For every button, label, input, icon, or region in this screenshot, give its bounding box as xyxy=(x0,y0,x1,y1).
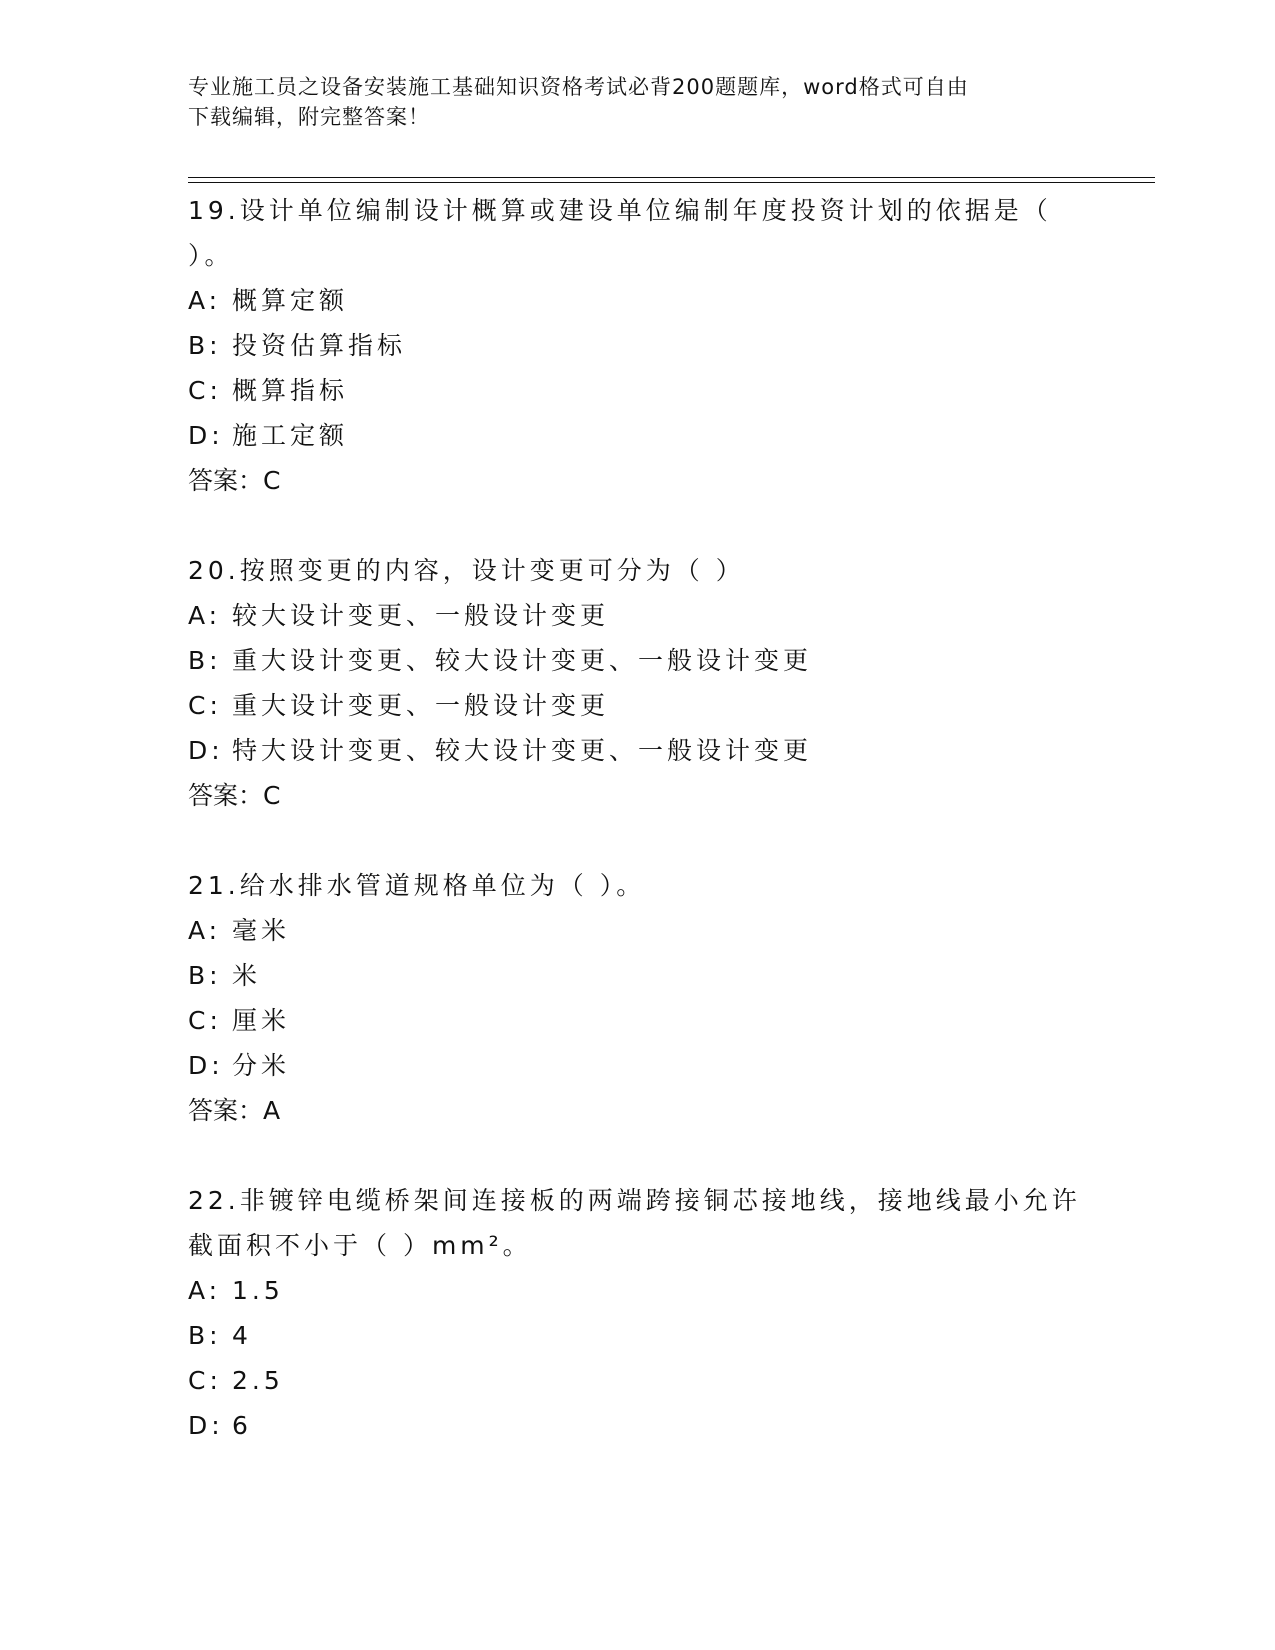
option-text: 施工定额 xyxy=(232,421,349,450)
option-d xyxy=(188,728,1088,773)
option-b xyxy=(188,638,1088,683)
question-number: 19. xyxy=(188,196,240,225)
option-text: 1.5 xyxy=(232,1276,284,1305)
option-key: A: xyxy=(188,286,222,315)
option-text: 分米 xyxy=(232,1051,291,1080)
answer-text: 答案：C xyxy=(188,781,281,810)
question-text xyxy=(188,548,1088,593)
option-a xyxy=(188,278,1088,323)
option-d xyxy=(188,1403,1088,1448)
question-number: 21. xyxy=(188,871,240,900)
header-divider-bottom xyxy=(188,182,1155,183)
option-key: A: xyxy=(188,601,222,630)
option-c xyxy=(188,998,1088,1043)
option-text: 重大设计变更、一般设计变更 xyxy=(232,691,610,720)
option-key: B: xyxy=(188,961,222,990)
option-b xyxy=(188,323,1088,368)
option-text: 厘米 xyxy=(232,1006,291,1035)
option-a xyxy=(188,1268,1088,1313)
option-c xyxy=(188,368,1088,413)
option-key: B: xyxy=(188,1321,222,1350)
option-text: 2.5 xyxy=(232,1366,284,1395)
question-text-line-2: 截面积不小于（ ）mm²。 xyxy=(188,1231,532,1260)
header-line-2: 下载编辑，附完整答案！ xyxy=(188,105,430,129)
header-divider-top xyxy=(188,177,1155,178)
question-19 xyxy=(188,188,1088,503)
question-text xyxy=(188,188,1088,278)
option-text: 投资估算指标 xyxy=(232,331,407,360)
option-key: B: xyxy=(188,331,222,360)
answer-text: 答案：A xyxy=(188,1096,281,1125)
question-text xyxy=(188,1178,1088,1268)
option-key: D: xyxy=(188,1051,224,1080)
option-key: B: xyxy=(188,646,222,675)
question-21 xyxy=(188,863,1088,1133)
option-key: A: xyxy=(188,916,222,945)
option-text: 较大设计变更、一般设计变更 xyxy=(232,601,610,630)
option-d xyxy=(188,413,1088,458)
option-text: 特大设计变更、较大设计变更、一般设计变更 xyxy=(232,736,813,765)
option-key: C: xyxy=(188,691,222,720)
option-key: C: xyxy=(188,376,222,405)
option-key: C: xyxy=(188,1006,222,1035)
option-a xyxy=(188,908,1088,953)
document-header xyxy=(188,72,1088,132)
question-text-line-1: 按照变更的内容，设计变更可分为（ ） xyxy=(239,556,745,585)
question-22 xyxy=(188,1178,1088,1448)
option-c xyxy=(188,1358,1088,1403)
option-b xyxy=(188,1313,1088,1358)
option-text: 毫米 xyxy=(232,916,291,945)
option-key: C: xyxy=(188,1366,222,1395)
option-key: D: xyxy=(188,1411,224,1440)
option-text: 概算指标 xyxy=(232,376,349,405)
question-number: 20. xyxy=(188,556,240,585)
option-key: D: xyxy=(188,421,224,450)
option-key: A: xyxy=(188,1276,222,1305)
question-list xyxy=(188,188,1088,1493)
option-b xyxy=(188,953,1088,998)
option-text: 概算定额 xyxy=(232,286,349,315)
question-text-line-1: 给水排水管道规格单位为（ ）。 xyxy=(239,871,646,900)
option-text: 4 xyxy=(232,1321,252,1350)
question-text-line-1: 非镀锌电缆桥架间连接板的两端跨接铜芯接地线，接地线最小允许 xyxy=(239,1186,1081,1215)
option-text: 重大设计变更、较大设计变更、一般设计变更 xyxy=(232,646,813,675)
option-a xyxy=(188,593,1088,638)
option-text: 6 xyxy=(232,1411,252,1440)
option-key: D: xyxy=(188,736,224,765)
question-text-line-2: ）。 xyxy=(188,241,234,270)
question-20 xyxy=(188,548,1088,818)
question-text-line-1: 设计单位编制设计概算或建设单位编制年度投资计划的依据是（ xyxy=(239,196,1052,225)
question-number: 22. xyxy=(188,1186,240,1215)
question-text xyxy=(188,863,1088,908)
header-line-1: 专业施工员之设备安装施工基础知识资格考试必背200题题库，word格式可自由 xyxy=(188,75,969,99)
answer-text: 答案：C xyxy=(188,466,281,495)
option-c xyxy=(188,683,1088,728)
option-d xyxy=(188,1043,1088,1088)
option-text: 米 xyxy=(232,961,262,990)
